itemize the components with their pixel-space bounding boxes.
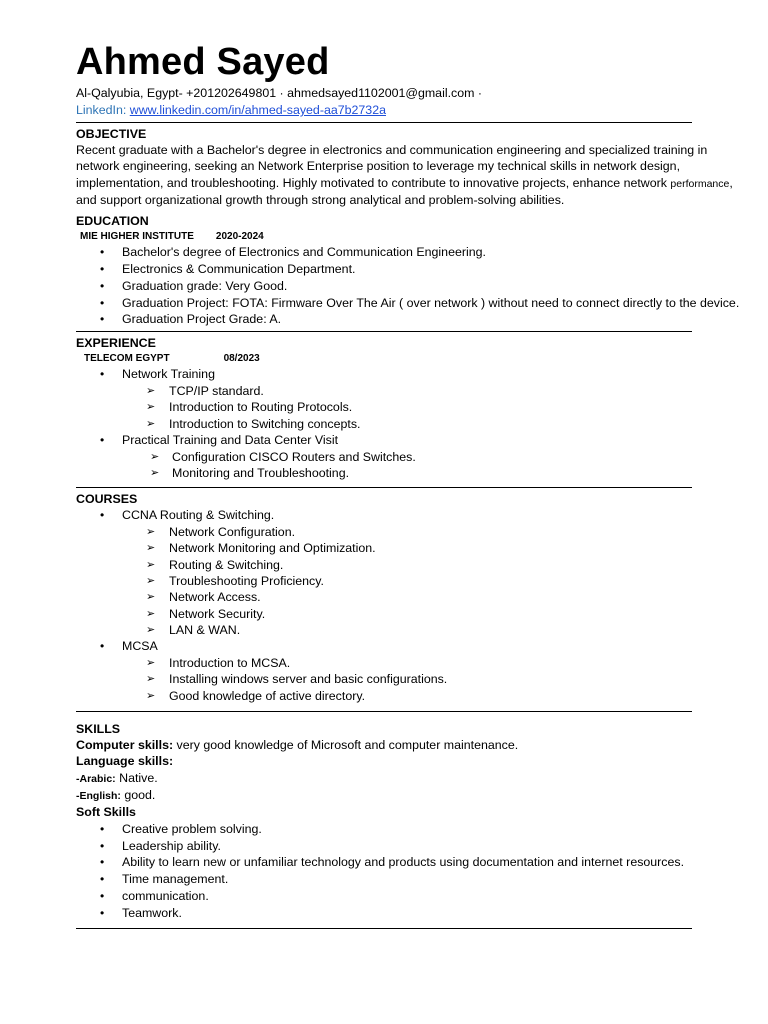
objective-title: OBJECTIVE (76, 127, 147, 141)
courses-list (76, 638, 692, 655)
education-item: • Graduation Project Grade: A. (76, 311, 742, 328)
soft-skill-item: • Creative problem solving. (76, 821, 742, 838)
linkedin-label: LinkedIn: (76, 103, 127, 117)
language-skills-line (76, 753, 692, 769)
objective-text (76, 142, 742, 208)
course-subitem: ➢ Network Monitoring and Optimization. (76, 540, 692, 556)
english-label: -English: (76, 790, 121, 803)
course-group-label: • MCSA (76, 638, 692, 655)
education-list (76, 244, 742, 328)
course-subitem: ➢ Network Access. (76, 589, 692, 605)
english-value: good. (120, 788, 156, 803)
english-line (76, 787, 692, 804)
soft-skill-item: • Teamwork. (76, 905, 742, 922)
course-subitem: ➢ LAN & WAN. (76, 622, 692, 638)
divider (76, 331, 692, 332)
objective-text-small: performance (670, 177, 730, 190)
soft-skills-line (76, 804, 692, 820)
objective-text-main: Recent graduate with a Bachelor's degree in electronics and communication engineering and specialized training in network engineering, seeking an Network Enterprise position to leverage my technical skills in network design, implementation, and troubleshooting. Highly motivated to contribute to innovative projects, enhance network (76, 143, 708, 190)
course-subitem: ➢ Network Configuration. (76, 524, 692, 540)
experience-subitem: ➢ Introduction to Routing Protocols. (76, 399, 692, 415)
resume-name: Ahmed Sayed (76, 41, 330, 83)
experience-date: 08/2023 (223, 353, 260, 365)
experience-subitem: ➢ TCP/IP standard. (76, 383, 692, 399)
contact-line: Al-Qalyubia, Egypt- +201202649801 · ahmedsayed1102001@gmail.com · (76, 86, 482, 100)
experience-subitem: ➢ Configuration CISCO Routers and Switches. (76, 449, 692, 465)
education-institute-line (76, 229, 692, 244)
soft-skills-label: Soft Skills (76, 805, 136, 820)
language-skills-label: Language skills: (76, 754, 174, 769)
experience-company: TELECOM EGYPT (84, 353, 170, 365)
soft-skill-item: • Ability to learn new or unfamiliar technology and products using documentation and internet resources. (76, 854, 742, 871)
education-item: • Graduation Project: FOTA: Firmware Over The Air ( over network ) without need to connect directly to the device. (76, 295, 742, 312)
experience-sublist (76, 383, 692, 432)
course-subitem: ➢ Routing & Switching. (76, 557, 692, 573)
divider (76, 122, 692, 123)
education-item: • Bachelor's degree of Electronics and Communication Engineering. (76, 244, 742, 261)
course-subitem: ➢ Introduction to MCSA. (76, 655, 692, 671)
resume-page (76, 40, 740, 929)
experience-subitem: ➢ Introduction to Switching concepts. (76, 416, 692, 432)
course-group-label: • CCNA Routing & Switching. (76, 507, 692, 524)
course-subitem: ➢ Network Security. (76, 606, 692, 622)
soft-skills-list (76, 821, 742, 922)
courses-list (76, 507, 692, 524)
linkedin-line (76, 102, 692, 119)
course-subitem: ➢ Installing windows server and basic configurations. (76, 671, 692, 687)
soft-skill-item: • Leadership ability. (76, 838, 742, 855)
education-item: • Electronics & Communication Department. (76, 261, 742, 278)
computer-skills-label: Computer skills: (76, 737, 174, 752)
course-subitem: ➢ Troubleshooting Proficiency. (76, 573, 692, 589)
divider (76, 928, 692, 929)
experience-list (76, 366, 692, 383)
experience-subitem: ➢ Monitoring and Troubleshooting. (76, 465, 692, 481)
course-subitem: ➢ Good knowledge of active directory. (76, 688, 692, 704)
courses-title: COURSES (76, 492, 138, 507)
divider (76, 487, 692, 488)
computer-skills-line (76, 737, 692, 753)
skills-title: SKILLS (76, 721, 121, 736)
arabic-value: Native. (115, 770, 158, 785)
experience-group-label: • Practical Training and Data Center Visit (76, 432, 692, 449)
arabic-label: -Arabic: (76, 772, 116, 785)
objective-text-end: , and support organizational growth through strong analytical and problem-solving abilities. (76, 175, 733, 207)
education-years: 2020-2024 (215, 231, 264, 243)
education-item: • Graduation grade: Very Good. (76, 278, 742, 295)
course-sublist (76, 524, 692, 638)
experience-group-label: • Network Training (76, 366, 692, 383)
divider (76, 711, 692, 712)
soft-skill-item: • Time management. (76, 871, 742, 888)
experience-company-line (76, 351, 692, 366)
linkedin-link[interactable]: www.linkedin.com/in/ahmed-sayed-aa7b2732a (129, 103, 386, 117)
experience-sublist (76, 449, 692, 482)
experience-list (76, 432, 692, 449)
education-institute: MIE HIGHER INSTITUTE (80, 231, 194, 243)
education-title: EDUCATION (76, 214, 149, 229)
experience-title: EXPERIENCE (76, 336, 156, 351)
arabic-line (76, 770, 692, 787)
course-sublist (76, 655, 692, 704)
soft-skill-item: • communication. (76, 888, 742, 905)
computer-skills-value: very good knowledge of Microsoft and computer maintenance. (173, 737, 519, 752)
